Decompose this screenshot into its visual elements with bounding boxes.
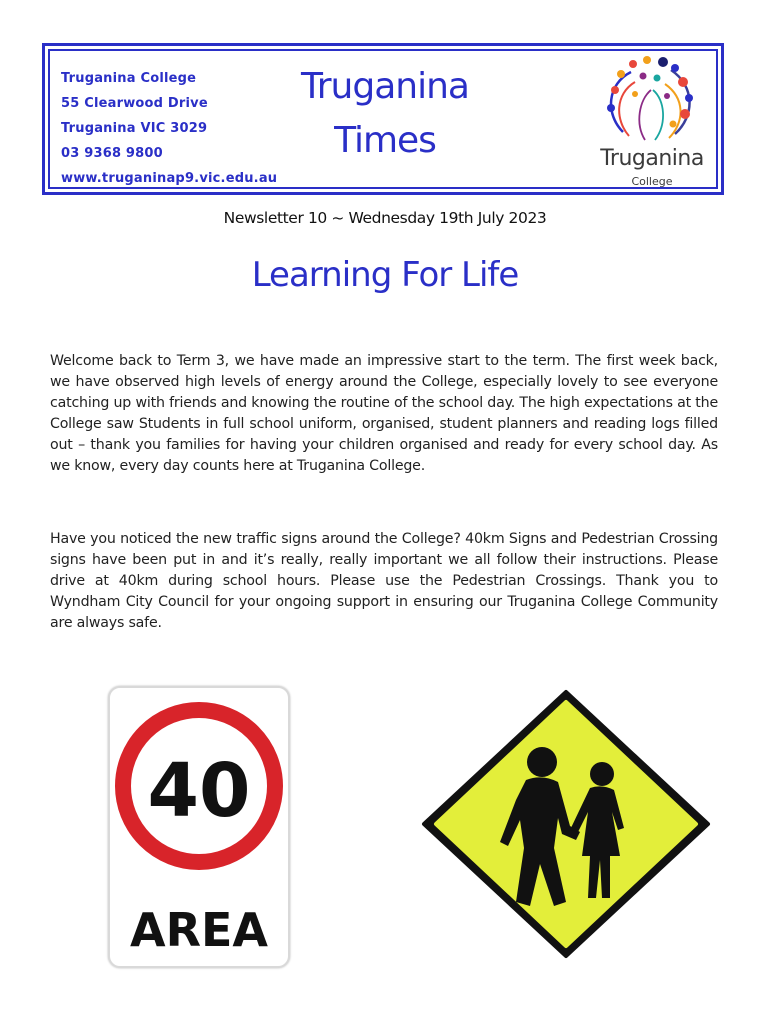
pedestrian-crossing-icon <box>420 688 712 960</box>
pedestrian-crossing-sign <box>420 688 712 960</box>
speed-limit-40-icon <box>110 688 288 966</box>
address-line-school: Truganina College <box>61 71 197 86</box>
logo-wordmark: Truganina <box>600 146 704 171</box>
newsletter-masthead <box>275 60 495 168</box>
address-line-suburb: Truganina VIC 3029 <box>61 121 208 136</box>
masthead-line-2: Times <box>334 120 436 161</box>
paragraph-welcome: Welcome back to Term 3, we have made an impressive start to the term. The first week back, we have observed high levels of energy around the College, especially lovely to see everyone catching up with friends and knowing the routine of the school day. The high expectations at the College saw Students in full school uniform, organised, student planners and reading logs filled out – thank you families for having your children organised and ready for every school day. As we know, every day counts here at Truganina College. <box>50 353 718 474</box>
logo-burst-icon <box>585 54 719 150</box>
speed-sign-number: 40 <box>147 748 251 834</box>
newsletter-issue-line: Newsletter 10 ~ Wednesday 19th July 2023 <box>223 209 547 227</box>
masthead-line-1: Truganina <box>301 66 469 107</box>
address-line-street: 55 Clearwood Drive <box>61 96 208 111</box>
school-address <box>61 66 277 191</box>
address-line-phone: 03 9368 9800 <box>61 146 163 161</box>
newsletter-header <box>42 43 724 195</box>
logo-subtext: College <box>631 175 673 188</box>
speed-sign-word: AREA <box>129 903 269 957</box>
address-line-website: www.truganinap9.vic.edu.au <box>61 171 278 186</box>
section-title: Learning For Life <box>251 255 519 295</box>
truganina-college-logo <box>585 54 719 192</box>
paragraph-traffic-signs: Have you noticed the new traffic signs around the College? 40km Signs and Pedestrian Crossing signs have been put in and it’s really, really important we all follow their instructions. Please drive at 40km during school hours. Please use the Pedestrian Crossings. Thank you to Wyndham City Council for your ongoing support in ensuring our Truganina College Community are always safe. <box>50 531 718 631</box>
speed-limit-40-sign <box>108 686 290 968</box>
